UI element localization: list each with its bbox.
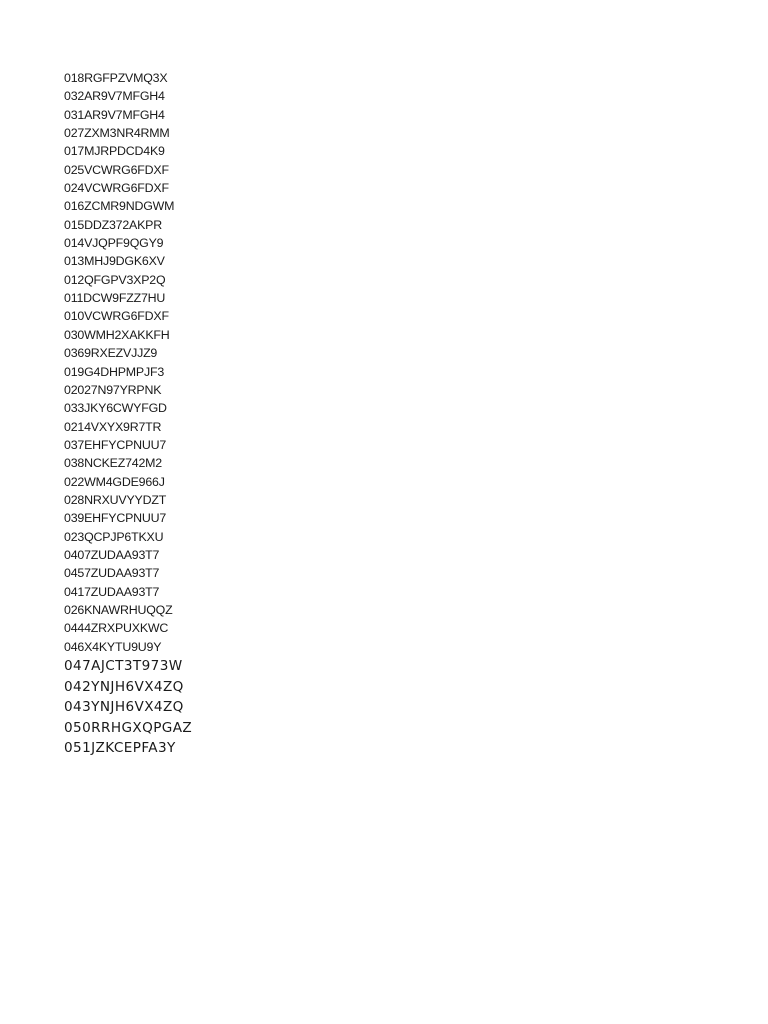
code-line: 033JKY6CWYFGD (64, 401, 167, 416)
code-line: 011DCW9FZZ7HU (64, 291, 166, 306)
code-line: 047AJCT3T973W (64, 658, 183, 674)
code-line: 050RRHGXQPGAZ (64, 719, 193, 736)
code-line: 026KNAWRHUQQZ (64, 602, 173, 617)
code-line: 046X4KYTU9U9Y (64, 639, 162, 654)
code-line: 043YNJH6VX4ZQ (64, 699, 184, 716)
code-list (64, 69, 192, 759)
code-line: 030WMH2XAKKFH (64, 327, 170, 342)
code-line: 012QFGPV3XP2Q (64, 272, 166, 287)
code-line: 015DDZ372AKPR (64, 217, 162, 232)
code-line: 0369RXEZVJJZ9 (64, 346, 158, 361)
code-line: 028NRXUVYYDZT (64, 492, 167, 507)
code-line: 038NCKEZ742M2 (64, 456, 162, 471)
code-line: 0457ZUDAA93T7 (64, 566, 160, 581)
code-line: 019G4DHPMPJF3 (64, 364, 165, 379)
code-line: 02027N97YRPNK (64, 382, 162, 397)
code-line: 018RGFPZVMQ3X (64, 71, 168, 85)
code-line: 039EHFYCPNUU7 (64, 511, 167, 526)
code-line: 0444ZRXPUXKWC (64, 621, 169, 636)
code-line: 016ZCMR9NDGWM (64, 199, 175, 214)
code-line: 013MHJ9DGK6XV (64, 254, 165, 269)
code-line: 032AR9V7MFGH4 (64, 89, 165, 104)
code-line: 022WM4GDE966J (64, 474, 165, 489)
code-line: 025VCWRG6FDXF (64, 162, 169, 177)
code-line: 042YNJH6VX4ZQ (64, 678, 184, 695)
code-line: 027ZXM3NR4RMM (64, 126, 170, 141)
code-line: 0407ZUDAA93T7 (64, 547, 160, 562)
code-line: 0214VXYX9R7TR (64, 419, 162, 434)
code-line: 023QCPJP6TKXU (64, 529, 164, 544)
code-line: 014VJQPF9QGY9 (64, 236, 164, 251)
code-line: 0417ZUDAA93T7 (64, 584, 160, 599)
code-line: 051JZKCEPFA3Y (64, 740, 176, 757)
code-line: 017MJRPDCD4K9 (64, 144, 165, 159)
code-line: 031AR9V7MFGH4 (64, 107, 165, 122)
code-line: 024VCWRG6FDXF (64, 181, 169, 196)
code-line: 037EHFYCPNUU7 (64, 437, 167, 452)
code-line: 010VCWRG6FDXF (64, 309, 169, 324)
